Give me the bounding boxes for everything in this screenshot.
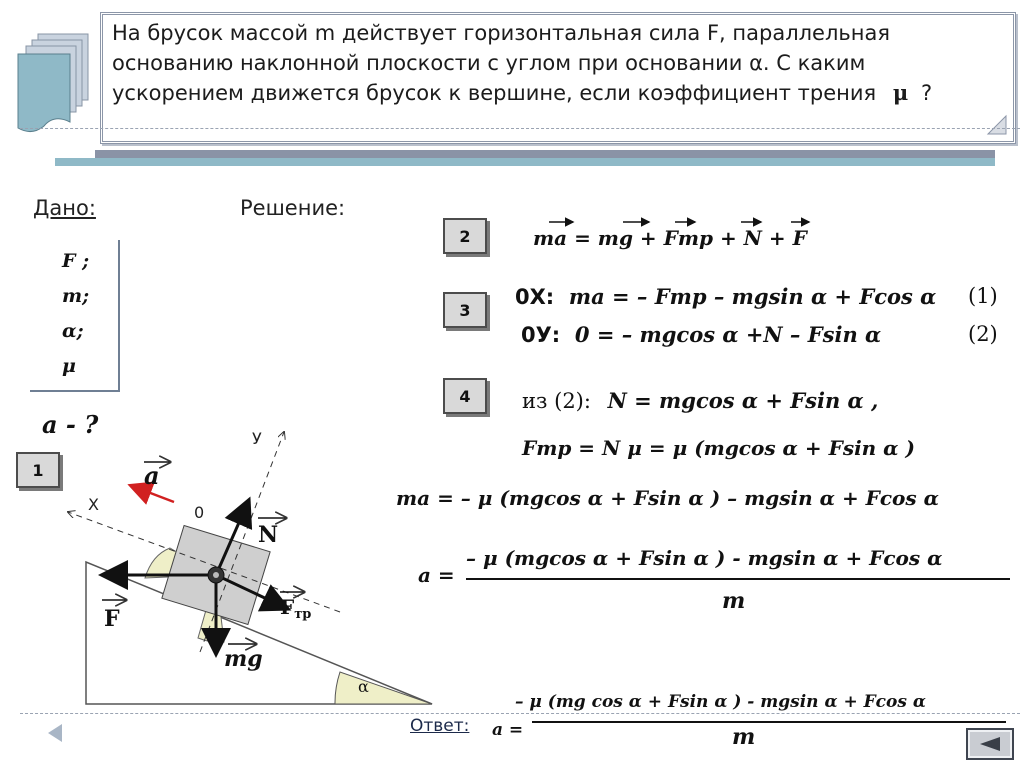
answer-a-label-text: a = [492,720,524,740]
a-label-text: a = [418,563,455,587]
f-label: F [104,606,120,632]
a-label: a [144,461,160,490]
ox-equation-row [515,284,936,309]
slide-deco-icon [14,30,94,140]
n-label: N [258,522,279,548]
oy-equation: 0 = – mgcos α +N – Fsin α [574,322,882,347]
oy-label: 0У: [521,323,561,347]
step-2-button[interactable]: 2 [443,218,487,254]
step-3-button[interactable]: 3 [443,292,487,328]
problem-line-3: ускорением движется брусок к вершине, если коэффициент трения [112,81,877,105]
given-mu: μ [62,355,76,377]
answer-fraction-bar [532,721,1006,723]
given-m: m; [62,285,90,307]
ftr-equation-text: Fтр = N μ = μ (mgcos α + Fsin α ) [522,436,915,460]
origin-center [213,572,219,578]
ftr-label-main: F [280,595,295,619]
vector-equation-text: ma = mg + Fтр + N + F [533,226,807,250]
incline-diagram [40,420,440,710]
answer-a-label [492,720,523,740]
a-numerator [466,546,943,570]
step-4-button[interactable]: 4 [443,378,487,414]
back-arrow-icon [968,730,1012,758]
given-list [62,244,89,384]
given-alpha: α; [62,320,84,342]
alpha-label: α [358,677,369,696]
problem-line-2: основанию наклонной плоскости с углом при основании α. С каким [112,51,866,75]
origin-label: 0 [194,503,205,522]
ox-label: 0X: [515,285,555,309]
oy-equation-row [521,322,881,347]
answer-denominator [732,724,755,750]
back-button[interactable] [966,728,1014,760]
given-f: F ; [62,250,90,272]
problem-qmark: ? [920,81,933,105]
axis-y-label: У [252,429,262,448]
given-vertical-line [118,240,120,390]
a-fraction-bar [466,578,1010,580]
axis-x-label: Х [88,495,99,514]
accent-bar [55,158,995,166]
angle-alpha-sector [335,672,432,704]
answer-numerator-text: – μ (mg cos α + Fsin α ) - mgsin α + Fcos α [515,692,926,712]
divider-dashed-top [20,128,1020,129]
ma-full-equation-text: ma = – μ (mgcos α + Fsin α ) – mgsin α + Fcos α [396,486,940,510]
find-value: a - ? [42,410,99,439]
step-1-button[interactable]: 1 [16,452,60,488]
solution-title: Решение: [240,196,346,220]
problem-line-1: На брусок массой m действует горизонтальная сила F, параллельная [112,21,890,45]
ma-full-equation [396,486,939,510]
answer-denominator-text: m [732,724,756,750]
a-denominator [722,588,745,614]
vector-arrows [533,212,833,232]
ftr-label [280,595,311,622]
given-horizontal-line [30,390,120,392]
fold-corner-icon [986,114,1008,140]
n-equation: N = mgcos α + Fsin α , [607,388,879,413]
ox-number: (1) [968,284,998,308]
prev-slide-icon[interactable] [40,718,70,752]
answer-numerator [515,692,926,712]
problem-mu: μ [892,80,909,105]
mg-label: mg [224,646,263,672]
problem-statement [112,18,992,108]
given-title: Дано: [33,196,96,220]
a-numerator-text: – μ (mgcos α + Fsin α ) - mgsin α + Fcos α [466,546,943,570]
problem-line-3-wrap [112,78,992,108]
ox-equation: ma = – Fтр – mgsin α + Fcos α [568,284,937,309]
divider-dashed-bottom [20,713,1020,714]
oy-number: (2) [968,322,998,346]
from-2-label: из (2): [522,389,591,413]
ftr-label-sub: тр [294,607,312,622]
answer-label: Ответ: [410,716,470,736]
a-denominator-text: m [722,588,746,614]
n-equation-row [522,388,878,413]
ftr-equation [522,436,915,460]
